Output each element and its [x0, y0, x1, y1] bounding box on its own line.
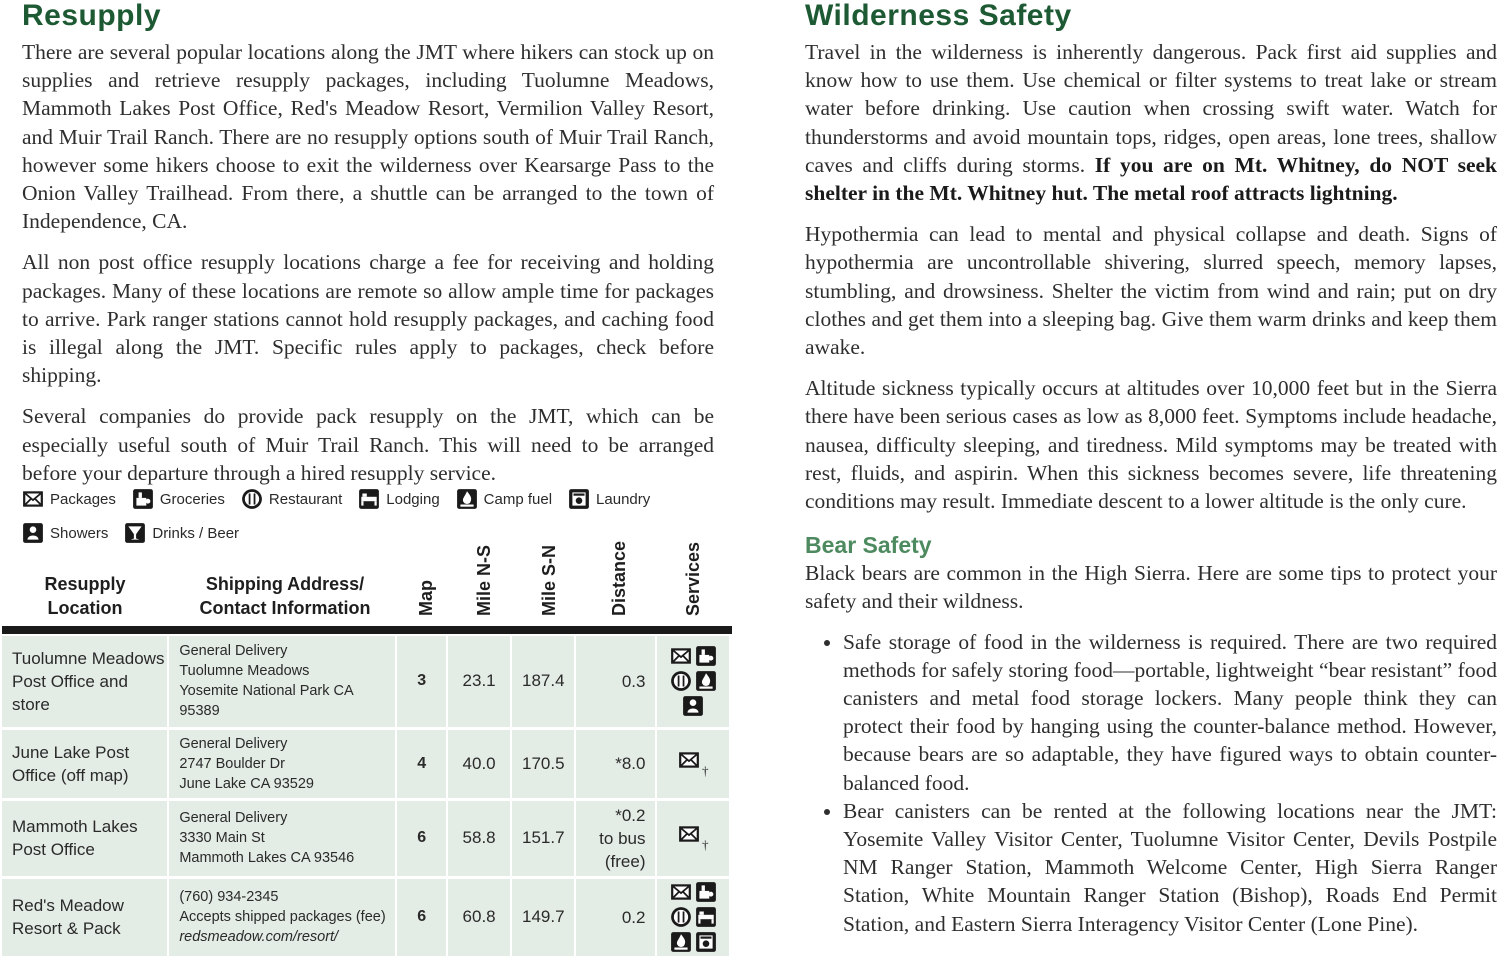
packages-icon	[670, 645, 692, 667]
laundry-icon	[568, 488, 590, 510]
legend-row	[22, 482, 722, 516]
packages-icon	[678, 823, 700, 845]
header-distance: Distance	[609, 540, 629, 616]
services-cell	[656, 877, 730, 957]
services-cell	[656, 636, 730, 728]
legend-label: Packages	[50, 490, 116, 508]
groceries-icon	[132, 488, 154, 510]
service-icons	[665, 881, 721, 953]
distance-line: (free)	[604, 851, 646, 871]
header-location	[10, 572, 160, 620]
safety-paragraph-1-text: Travel in the wilderness is inherently dangerous. Pack first aid supplies and know how to use them. Use chemical or filter systems to treat lake or stream water before drinking. Use caution when crossing swift water. Watch for thunderstorms and avoid mountain tops, ridges, open areas, lone trees, shallow caves and cliffs during storms.	[805, 40, 1497, 177]
drinks-icon	[124, 522, 146, 544]
camp-fuel-icon	[695, 670, 717, 692]
header-address-line1: Shipping Address/	[205, 574, 365, 594]
laundry-icon	[695, 931, 717, 953]
resupply-paragraph-3: Several companies do provide pack resupply on the JMT, which can be especially useful south of Muir Trail Ranch. This will need to be arranged before your departure through a hired resupply service.	[22, 404, 714, 485]
bear-tip-item: • Safe storage of food in the wilderness is required. There are two required methods for safely storing food—portable, lightweight “bear resistant” food canisters and metal food storage lockers. Many people think they can protect their food by hanging using the counter-balance method. However, because bears are so adaptable, they have figured ways to obtain counter-balanced food.	[843, 628, 1497, 797]
address-cell	[168, 636, 396, 728]
mile-sn-cell: 149.7	[511, 877, 575, 957]
distance-cell	[575, 877, 656, 957]
address-line: (760) 934-2345	[179, 889, 279, 905]
map-cell: 6	[396, 799, 447, 877]
address-line: 2747 Boulder Dr	[179, 755, 285, 772]
legend-label: Drinks / Beer	[152, 524, 240, 542]
legend-item	[241, 488, 342, 510]
lodging-icon	[695, 906, 717, 928]
address-line: Mammoth Lakes CA 93546	[179, 850, 355, 866]
service-icons	[678, 823, 700, 845]
camp-fuel-icon	[456, 488, 478, 510]
address-line: Yosemite National Park CA 95389	[179, 683, 353, 720]
lodging-icon	[358, 488, 380, 510]
header-rule	[2, 626, 732, 634]
showers-icon	[22, 522, 44, 544]
legend-item	[456, 488, 552, 510]
showers-icon	[682, 695, 704, 717]
restaurant-icon	[241, 488, 263, 510]
service-icons	[678, 749, 700, 771]
dagger-mark: †	[701, 837, 709, 852]
address-line: Accepts shipped packages (fee)	[179, 909, 386, 925]
mile-ns-cell: 60.8	[447, 877, 511, 957]
mile-sn-cell: 151.7	[511, 799, 575, 877]
bear-tip-item: • Bear canisters can be rented at the following locations near the JMT: Yosemite Valley Visitor Center, Tuolumne Visitor Center, Devils Postpile NM Ranger Station, Mammoth Welcome Center, High Sierra Ranger Station, White Mountain Ranger Station (Bishop), Roads End Permit Station, and Eastern Sierra Interagency Visitor Center (Lone Pine).	[843, 797, 1497, 938]
mile-ns-cell: 23.1	[447, 636, 511, 728]
legend-item	[358, 488, 439, 510]
mile-ns-cell: 40.0	[447, 728, 511, 799]
address-line: June Lake CA 93529	[179, 775, 314, 792]
address-line: 3330 Main St	[179, 830, 265, 846]
header-map: Map	[416, 580, 436, 616]
header-location-line2: Location	[47, 598, 123, 618]
mile-sn-cell: 187.4	[511, 636, 575, 728]
legend-item	[22, 488, 116, 510]
legend-item	[568, 488, 650, 510]
services-cell	[656, 799, 730, 877]
distance-line: 0.2	[621, 907, 646, 927]
distance-cell	[575, 636, 656, 728]
legend-item	[132, 488, 225, 510]
services-cell	[656, 728, 730, 799]
bear-intro-paragraph: Black bears are common in the High Sierra. Here are some tips to protect your safety and their wildness.	[805, 561, 1497, 614]
resupply-table	[2, 636, 731, 959]
legend-label: Laundry	[596, 490, 651, 508]
address-line: General Delivery	[179, 735, 288, 752]
dagger-mark: †	[701, 762, 709, 778]
header-address-line2: Contact Information	[199, 598, 371, 618]
restaurant-icon	[670, 906, 692, 928]
groceries-icon	[695, 645, 717, 667]
legend-item	[124, 522, 239, 544]
map-cell: 4	[396, 728, 447, 799]
restaurant-icon	[670, 670, 692, 692]
table-row	[2, 877, 730, 957]
legend-label: Camp fuel	[483, 490, 553, 508]
altitude-paragraph: Altitude sickness typically occurs at altitudes over 10,000 feet but in the Sierra there have been serious cases as low as 8,000 feet. Symptoms include headache, nausea, difficulty sleeping, and tiredness. Mild symptoms may be treated with rest, fluids, and aspirin. When this sickness becomes severe, life threatening conditions may result. Immediate descent to a lower altitude is the only cure.	[805, 376, 1497, 514]
resupply-title: Resupply	[22, 0, 162, 32]
mile-sn-cell: 170.5	[511, 728, 575, 799]
resupply-paragraph-1: There are several popular locations along the JMT where hikers can stock up on supplies and retrieve resupply packages, including Tuolumne Meadows, Mammoth Lakes Post Office, Red's Meadow Resort, Vermilion Valley Resort, and Muir Trail Ranch. There are no resupply options south of Muir Trail Ranch, however some hikers choose to exit the wilderness over Kearsarge Pass to the Onion Valley Trailhead. From there, a shuttle can be arranged to the town of Independence, CA.	[22, 40, 714, 234]
wilderness-safety-title: Wilderness Safety	[805, 0, 1072, 32]
resupply-paragraph-2: All non post office resupply locations charge a fee for receiving and holding packages. Many of these locations are remote so allow ample time for packages to arrive. Park ranger stations cannot hold resupply packages, and caching food is illegal along the JMT. Specific rules apply to packages, check before shipping.	[22, 250, 714, 388]
address-line: General Delivery	[179, 643, 288, 660]
distance-line: 0.3	[621, 671, 646, 691]
address-cell	[168, 877, 396, 957]
address-line: redsmeadow.com/resort/	[179, 929, 339, 945]
address-cell	[168, 728, 396, 799]
map-cell: 6	[396, 877, 447, 957]
table-row	[2, 799, 730, 877]
table-row	[2, 728, 730, 799]
distance-cell	[575, 728, 656, 799]
legend-label: Restaurant	[268, 490, 343, 508]
safety-paragraph-1	[805, 38, 1497, 207]
location-cell: June Lake Post Office (off map)	[2, 728, 168, 799]
location-cell: Mammoth Lakes Post Office	[2, 799, 168, 877]
legend-label: Showers	[50, 524, 109, 542]
address-line: General Delivery	[179, 810, 288, 826]
packages-icon	[678, 749, 700, 771]
distance-line: *8.0	[615, 754, 646, 773]
distance-line: to bus	[599, 828, 646, 848]
header-services: Services	[683, 541, 703, 616]
legend-label: Groceries	[159, 490, 225, 508]
header-mile-sn: Mile S-N	[539, 544, 559, 616]
header-address	[180, 572, 390, 620]
address-cell	[168, 799, 396, 877]
legend-label: Lodging	[386, 490, 440, 508]
resupply-section	[22, 0, 714, 487]
hypothermia-paragraph: Hypothermia can lead to mental and physical collapse and death. Signs of hypothermia are uncontrollable shivering, slurred speech, memory lapses, stumbling, and drowsiness. Shelter the victim from wind and rain; put on dry clothes and get them into a sleeping bag. Give them warm drinks and keep them awake.	[805, 222, 1497, 360]
location-cell: Red's Meadow Resort & Pack	[2, 877, 168, 957]
location-cell: Tuolumne Meadows Post Office and store	[2, 636, 168, 728]
bear-tips-list	[805, 628, 1497, 938]
packages-icon	[22, 488, 44, 510]
header-mile-ns: Mile N-S	[474, 544, 494, 616]
service-icons	[665, 645, 721, 717]
bear-safety-title: Bear Safety	[805, 532, 932, 559]
mile-ns-cell: 58.8	[447, 799, 511, 877]
distance-line: *0.2	[615, 805, 646, 825]
wilderness-safety-section	[805, 0, 1497, 938]
distance-cell	[575, 799, 656, 877]
services-legend	[22, 482, 722, 550]
map-cell: 3	[396, 636, 447, 728]
table-row	[2, 636, 730, 728]
safety-paragraph-1-warning: If you are on Mt. Whitney, do NOT seek shelter in the Mt. Whitney hut. The metal roof attracts lightning.	[805, 152, 1497, 206]
legend-item	[22, 522, 108, 544]
groceries-icon	[695, 881, 717, 903]
packages-icon	[670, 881, 692, 903]
header-location-line1: Resupply	[44, 574, 126, 594]
address-line: Tuolumne Meadows	[179, 663, 310, 680]
camp-fuel-icon	[670, 931, 692, 953]
